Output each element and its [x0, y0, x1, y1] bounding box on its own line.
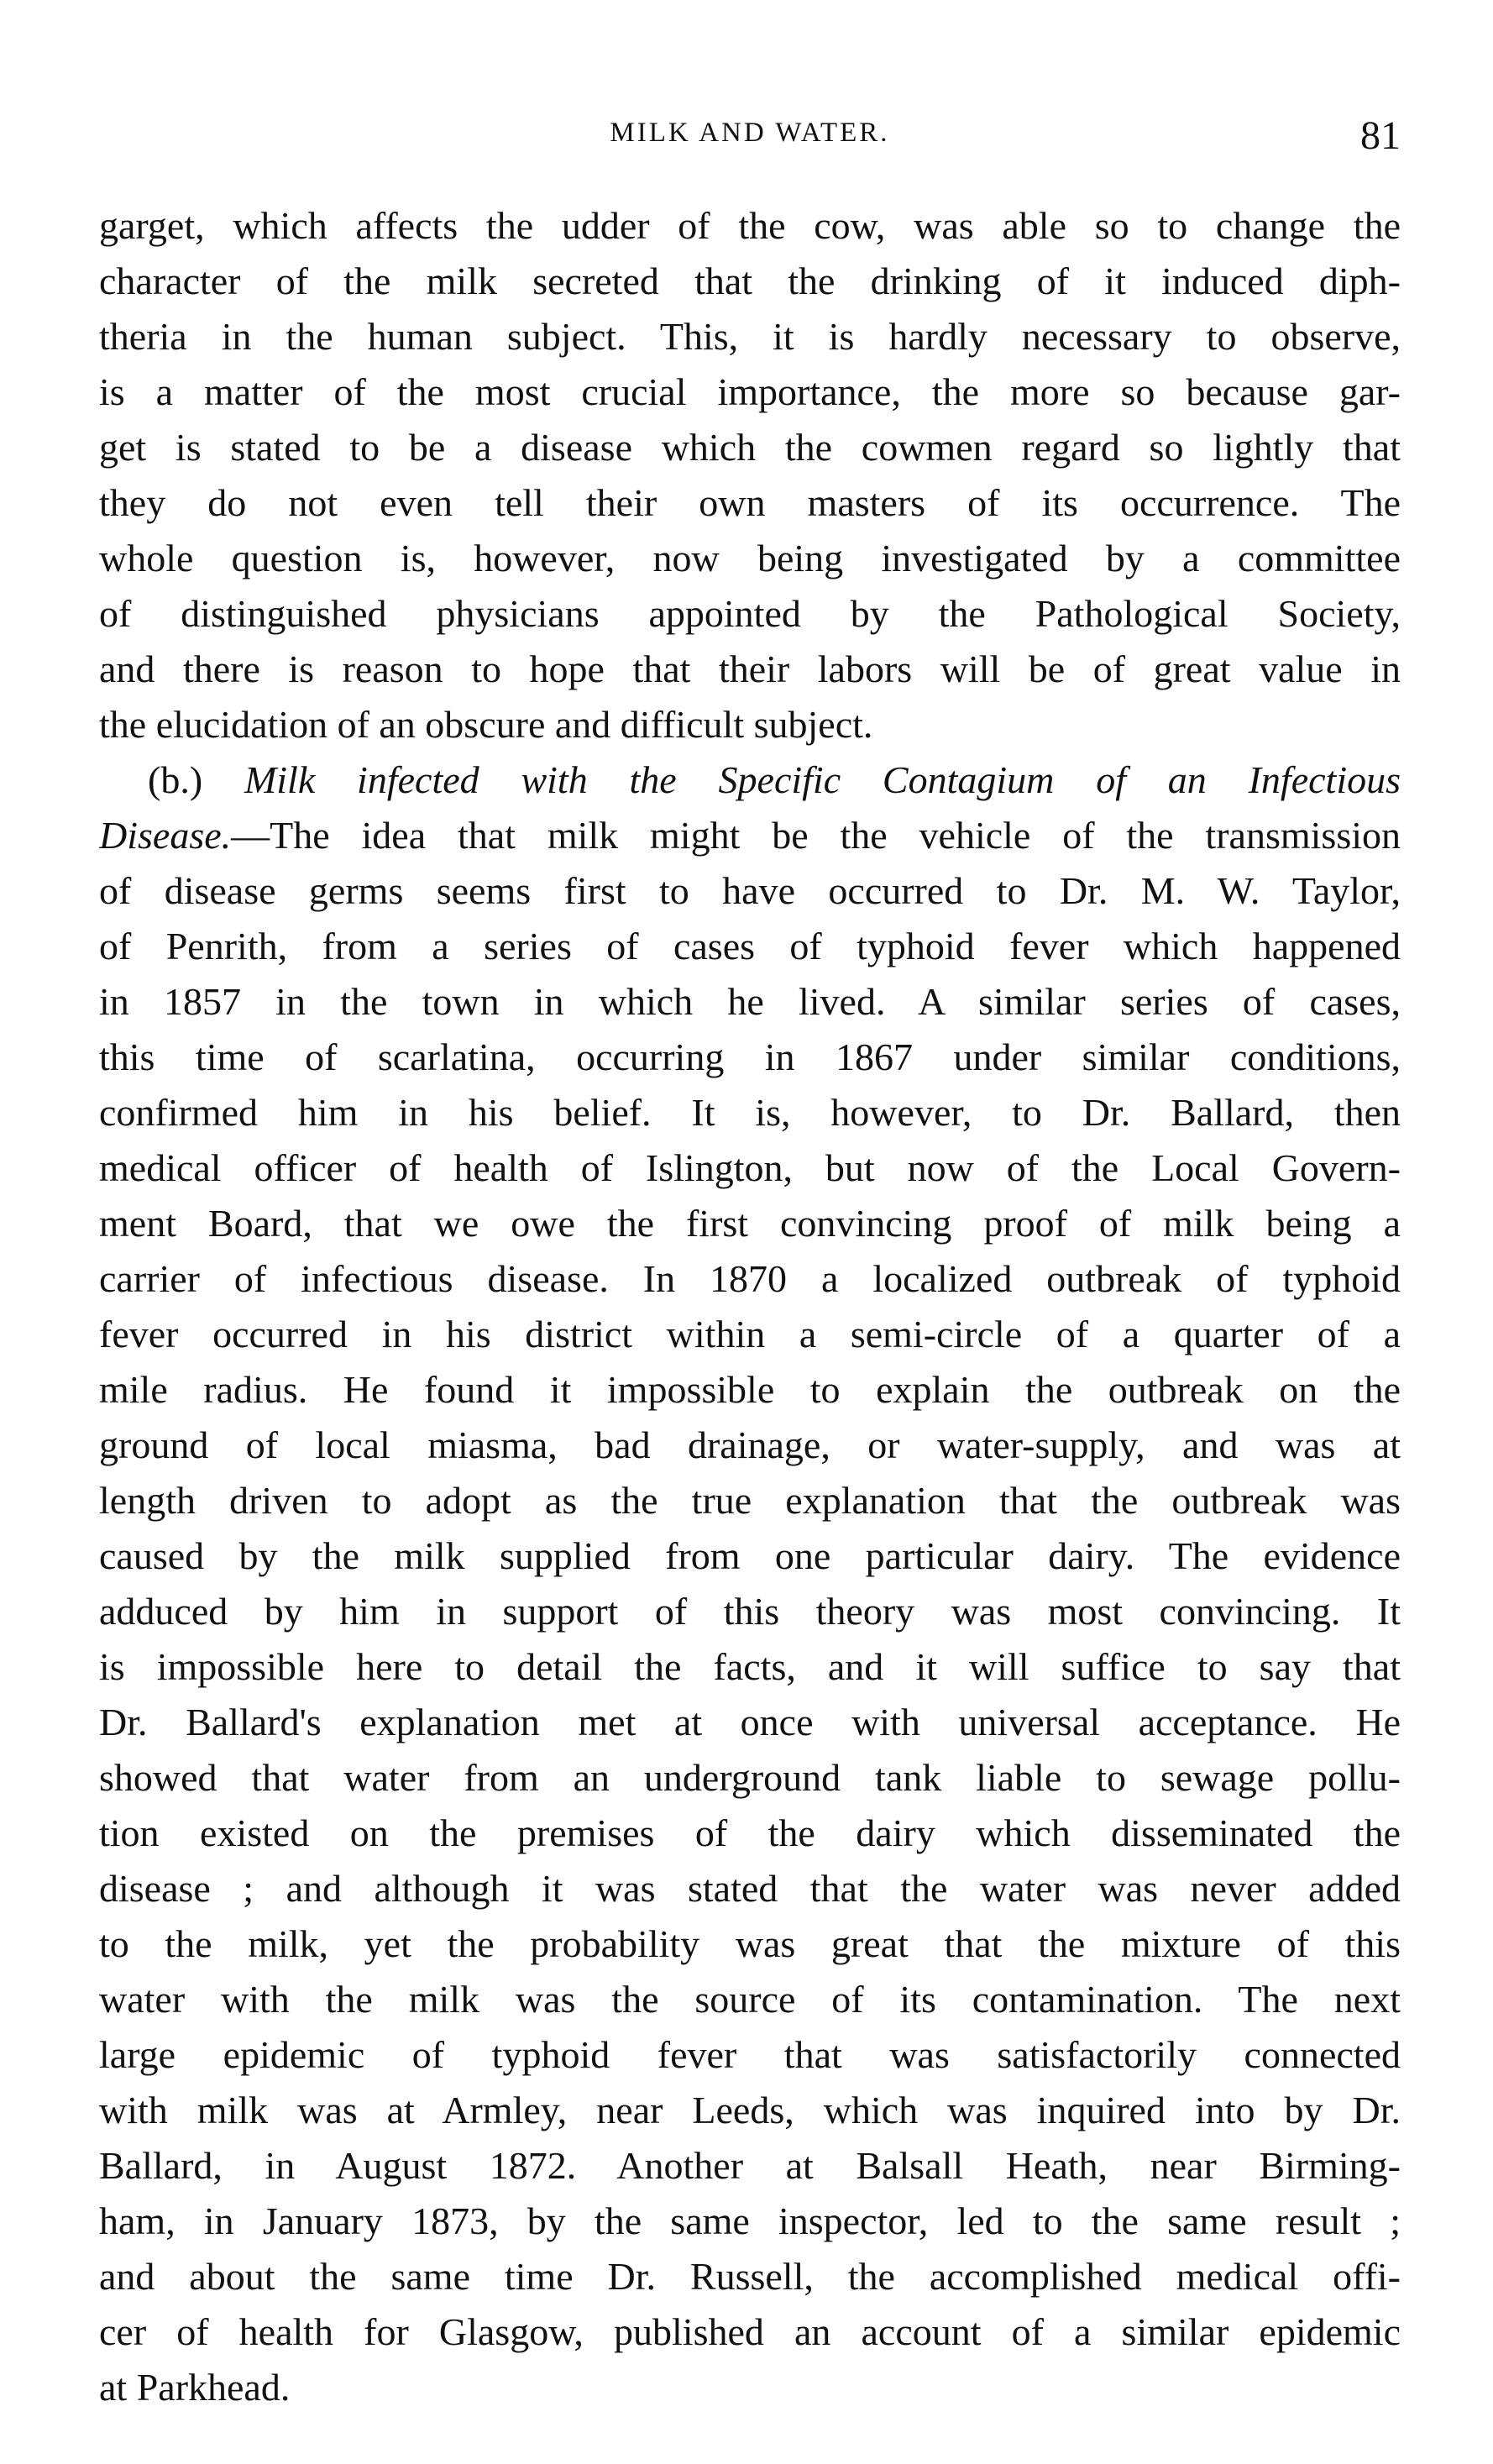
text-line: adduced by him in support of this theory was most convincing. It — [99, 1590, 1401, 1633]
section-heading: Milk infected with the Specific Contagium of an Infectious — [244, 758, 1401, 801]
text-line: character of the milk secreted that the drinking of it induced diph- — [99, 260, 1401, 302]
text-line: with milk was at Armley, near Leeds, which was inquired into by Dr. — [99, 2089, 1401, 2131]
text-line: is a matter of the most crucial importance, the more so because gar- — [99, 370, 1401, 413]
text-line: disease ; and although it was stated that the water was never added — [99, 1867, 1401, 1910]
text-line: at Parkhead. — [99, 2366, 291, 2409]
running-head — [99, 113, 1401, 168]
text-line: and about the same time Dr. Russell, the accomplished medical offi- — [99, 2255, 1401, 2298]
running-title: MILK AND WATER. — [610, 118, 890, 148]
text-line: they do not even tell their own masters of its occurrence. The — [99, 481, 1401, 524]
section-label: (b.) — [148, 758, 203, 801]
text-line: water with the milk was the source of its contamination. The next — [99, 1978, 1401, 2021]
text-line: and there is reason to hope that their labors will be of great value in — [99, 647, 1401, 690]
text-line: medical officer of health of Islington, but now of the Local Govern- — [99, 1146, 1401, 1189]
text-line: of Penrith, from a series of cases of typhoid fever which happened — [99, 925, 1401, 967]
text-line: get is stated to be a disease which the cowmen regard so lightly that — [99, 426, 1401, 469]
text-line: whole question is, however, now being investigated by a committee — [99, 537, 1401, 579]
text-line: to the milk, yet the probability was great that the mixture of this — [99, 1922, 1401, 1965]
section-heading-line — [99, 752, 1401, 808]
text-line: showed that water from an underground tank liable to sewage pollu- — [99, 1756, 1401, 1799]
text-line: ground of local miasma, bad drainage, or water-supply, and was at — [99, 1423, 1401, 1466]
text-line: of distinguished physicians appointed by the Pathological Society, — [99, 592, 1401, 635]
text-line: garget, which affects the udder of the cow, was able so to change the — [99, 204, 1401, 247]
text-line — [99, 808, 1401, 863]
text-line: carrier of infectious disease. In 1870 a localized outbreak of typhoid — [99, 1257, 1401, 1300]
body-text — [99, 198, 1401, 2415]
text-line: is impossible here to detail the facts, and it will suffice to say that — [99, 1645, 1401, 1688]
text-line: this time of scarlatina, occurring in 1867 under similar conditions, — [99, 1035, 1401, 1078]
section-heading-continued: Disease. — [99, 814, 232, 857]
text-line: Dr. Ballard's explanation met at once with universal acceptance. He — [99, 1701, 1401, 1743]
text-line: confirmed him in his belief. It is, however, to Dr. Ballard, then — [99, 1091, 1401, 1134]
text-line: cer of health for Glasgow, published an account of a similar epidemic — [99, 2310, 1401, 2353]
text-line: ham, in January 1873, by the same inspector, led to the same result ; — [99, 2199, 1401, 2242]
text-segment: —The idea that milk might be the vehicle of the transmission — [231, 814, 1401, 857]
text-line: mile radius. He found it impossible to explain the outbreak on the — [99, 1368, 1401, 1411]
text-line: of disease germs seems first to have occurred to Dr. M. W. Taylor, — [99, 869, 1401, 912]
text-line: caused by the milk supplied from one particular dairy. The evidence — [99, 1534, 1401, 1577]
text-line: tion existed on the premises of the dairy which disseminated the — [99, 1811, 1401, 1854]
text-line: ment Board, that we owe the first convincing proof of milk being a — [99, 1202, 1401, 1245]
text-line: large epidemic of typhoid fever that was satisfactorily connected — [99, 2033, 1401, 2076]
page-number: 81 — [1360, 113, 1401, 158]
text-line: fever occurred in his district within a semi-circle of a quarter of a — [99, 1313, 1401, 1355]
text-line: length driven to adopt as the true explanation that the outbreak was — [99, 1479, 1401, 1522]
text-line: the elucidation of an obscure and difficult subject. — [99, 703, 873, 746]
text-line: Ballard, in August 1872. Another at Balsall Heath, near Birming- — [99, 2144, 1401, 2187]
text-line: in 1857 in the town in which he lived. A similar series of cases, — [99, 980, 1401, 1023]
text-line: theria in the human subject. This, it is hardly necessary to observe, — [99, 315, 1401, 358]
